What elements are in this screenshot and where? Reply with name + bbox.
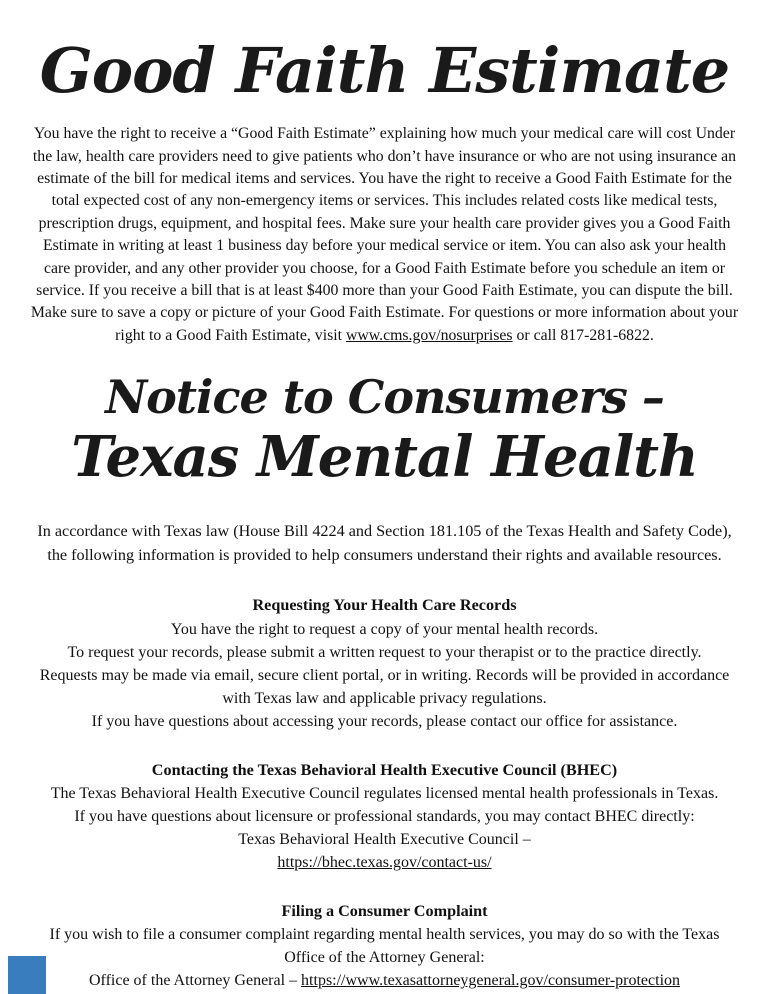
records-line: You have the right to request a copy of your mental health records.: [170, 620, 599, 638]
gfe-text-after-link: or call 817-281-6822.: [512, 326, 654, 344]
records-line: To request your records, please submit a written request to your therapist or to the practice directly.: [67, 643, 702, 661]
bhec-line: The Texas Behavioral Health Executive Council regulates licensed mental health professionals in Texas.: [50, 784, 719, 802]
bhec-council-name-line: Texas Behavioral Health Executive Council –: [238, 831, 531, 849]
good-faith-estimate-title: Good Faith Estimate: [39, 34, 730, 107]
records-line: If you have questions about accessing your records, please contact our office for assistance.: [91, 713, 678, 731]
attorney-general-prefix: Office of the Attorney General –: [88, 972, 302, 990]
bhec-section-heading: Contacting the Texas Behavioral Health Executive Council (BHEC): [151, 760, 618, 779]
bhec-contact-link[interactable]: https://bhec.texas.gov/contact-us/: [277, 854, 492, 872]
records-section-heading: Requesting Your Health Care Records: [252, 596, 517, 615]
bhec-section: [30, 758, 739, 875]
complaint-line: If you wish to file a consumer complaint regarding mental health services, you may do so with the Texas Office of the Attorney General:: [49, 925, 720, 967]
records-line: Requests may be made via email, secure client portal, or in writing. Records will be provided in accordance with Texas law and applicable privacy regulations.: [39, 667, 730, 708]
complaint-section-heading: Filing a Consumer Complaint: [281, 901, 488, 920]
complaint-section: [30, 899, 739, 993]
notice-to-consumers-title-line1: Notice to Consumers –: [105, 370, 664, 425]
good-faith-estimate-paragraph: [30, 123, 739, 347]
cms-nosurprises-link[interactable]: www.cms.gov/nosurprises: [345, 326, 513, 344]
bhec-line: If you have questions about licensure or professional standards, you may contact BHEC directly:: [74, 808, 695, 826]
notice-intro-paragraph: In accordance with Texas law (House Bill 4224 and Section 181.105 of the Texas Health and Safety Code), the following information is provided to help consumers understand their rights and available resources.: [37, 522, 732, 564]
records-section: [30, 593, 739, 733]
gfe-text-before-link: You have the right to receive a “Good Faith Estimate” explaining how much your medical care will cost Under the law, health care providers need to give patients who don’t have insurance or who are not using insurance an estimate of the bill for medical items and services. You have the right to receive a Good Faith Estimate for the total expected cost of any non-emergency items or services. This includes related costs like medical tests, prescription drugs, equipment, and hospital fees. Make sure your health care provider gives you a Good Faith Estimate in writing at least 1 business day before your medical service or item. You can also ask your health care provider, and any other provider you choose, for a Good Faith Estimate before you schedule an item or service. If you receive a bill that is at least $400 more than your Good Faith Estimate, you can dispute the bill. Make sure to save a copy or picture of your Good Faith Estimate. For questions or more information about your right to a Good Faith Estimate, visit: [30, 125, 739, 344]
corner-accent-square: [8, 956, 46, 994]
notice-to-consumers-title-line2: Texas Mental Health: [71, 423, 698, 490]
attorney-general-consumer-protection-link[interactable]: https://www.texasattorneygeneral.gov/consumer-protection: [301, 972, 681, 990]
